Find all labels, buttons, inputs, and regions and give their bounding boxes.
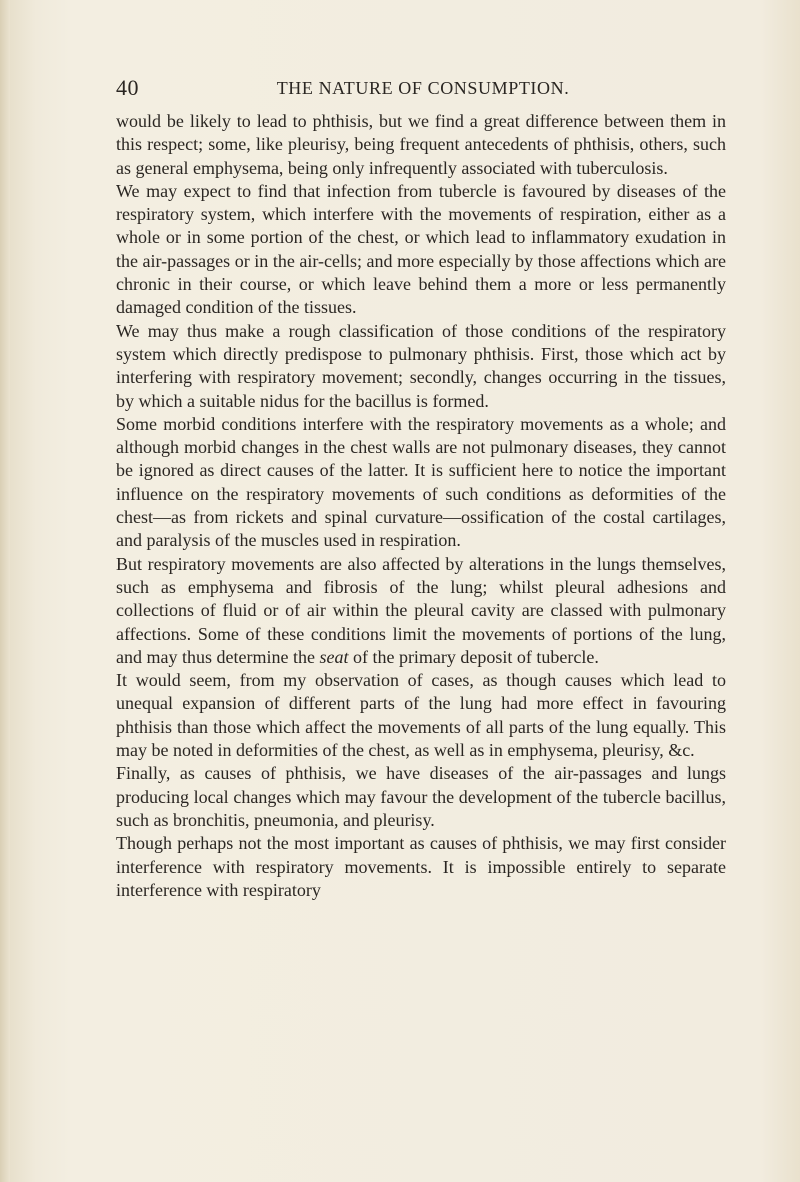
paragraph-text: But respiratory movements are also affected by alterations in the lungs themselves, such as emphysema and fibrosis of the lung; whilst pleural adhesions and collections of fluid or of air within the pleural cavity are classed with pulmonary affections. Some of these conditions limit the movements of portions of the lung, and may thus determine the <box>116 553 726 667</box>
paragraph: would be likely to lead to phthisis, but we find a great difference between them in this respect; some, like pleurisy, being frequent antecedents of phthisis, others, such as general emphysema, being only infrequently associated with tuberculosis. <box>116 111 726 178</box>
page-gutter <box>0 0 10 1182</box>
italic-word: seat <box>319 646 349 667</box>
running-head: THE NATURE OF CONSUMPTION. <box>276 78 570 98</box>
paragraph: We may thus make a rough classification of those conditions of the respiratory system which directly predispose to pulmonary phthisis. First, those which act by interfering with respiratory movement; secondly, changes occurring in the tissues, by which a suitable nidus for the bacillus is formed. <box>116 320 726 411</box>
paragraph: Some morbid conditions interfere with the respiratory movements as a whole; and although morbid changes in the chest walls are not pulmonary diseases, they cannot be ignored as direct causes of the latter. It is sufficient here to notice the important influence on the respiratory movements of such conditions as deformities of the chest—as from rickets and spinal curvature—ossification of the costal cartilages, and paralysis of the muscles used in respiration. <box>116 413 726 551</box>
paragraph: It would seem, from my observation of cases, as though causes which lead to unequal expansion of different parts of the lung had more effect in favouring phthisis than those which affect the movements of all parts of the lung equally. This may be noted in deformities of the chest, as well as in emphysema, pleurisy, &c. <box>116 670 726 761</box>
paragraph: We may expect to find that infection from tubercle is favoured by diseases of the respiratory system, which interfere with the movements of respiration, either as a whole or in some portion of the chest, or which lead to inflammatory exudation in the air-passages or in the air-cells; and more especially by those affections which are chronic in their course, or which leave behind them a more or less permanently damaged condition of the tissues. <box>116 180 726 318</box>
page-header <box>116 74 730 106</box>
paragraph <box>116 553 726 669</box>
page-number: 40 <box>116 75 139 100</box>
body-text <box>116 110 726 902</box>
paragraph: Finally, as causes of phthisis, we have diseases of the air-passages and lungs producing local changes which may favour the development of the tubercle bacillus, such as bronchitis, pneumonia, and pleurisy. <box>116 763 726 830</box>
paragraph: Though perhaps not the most important as causes of phthisis, we may first consider interference with respiratory movements. It is impossible entirely to separate interference with respiratory <box>116 833 726 900</box>
paragraph-text: of the primary deposit of tubercle. <box>352 646 599 667</box>
